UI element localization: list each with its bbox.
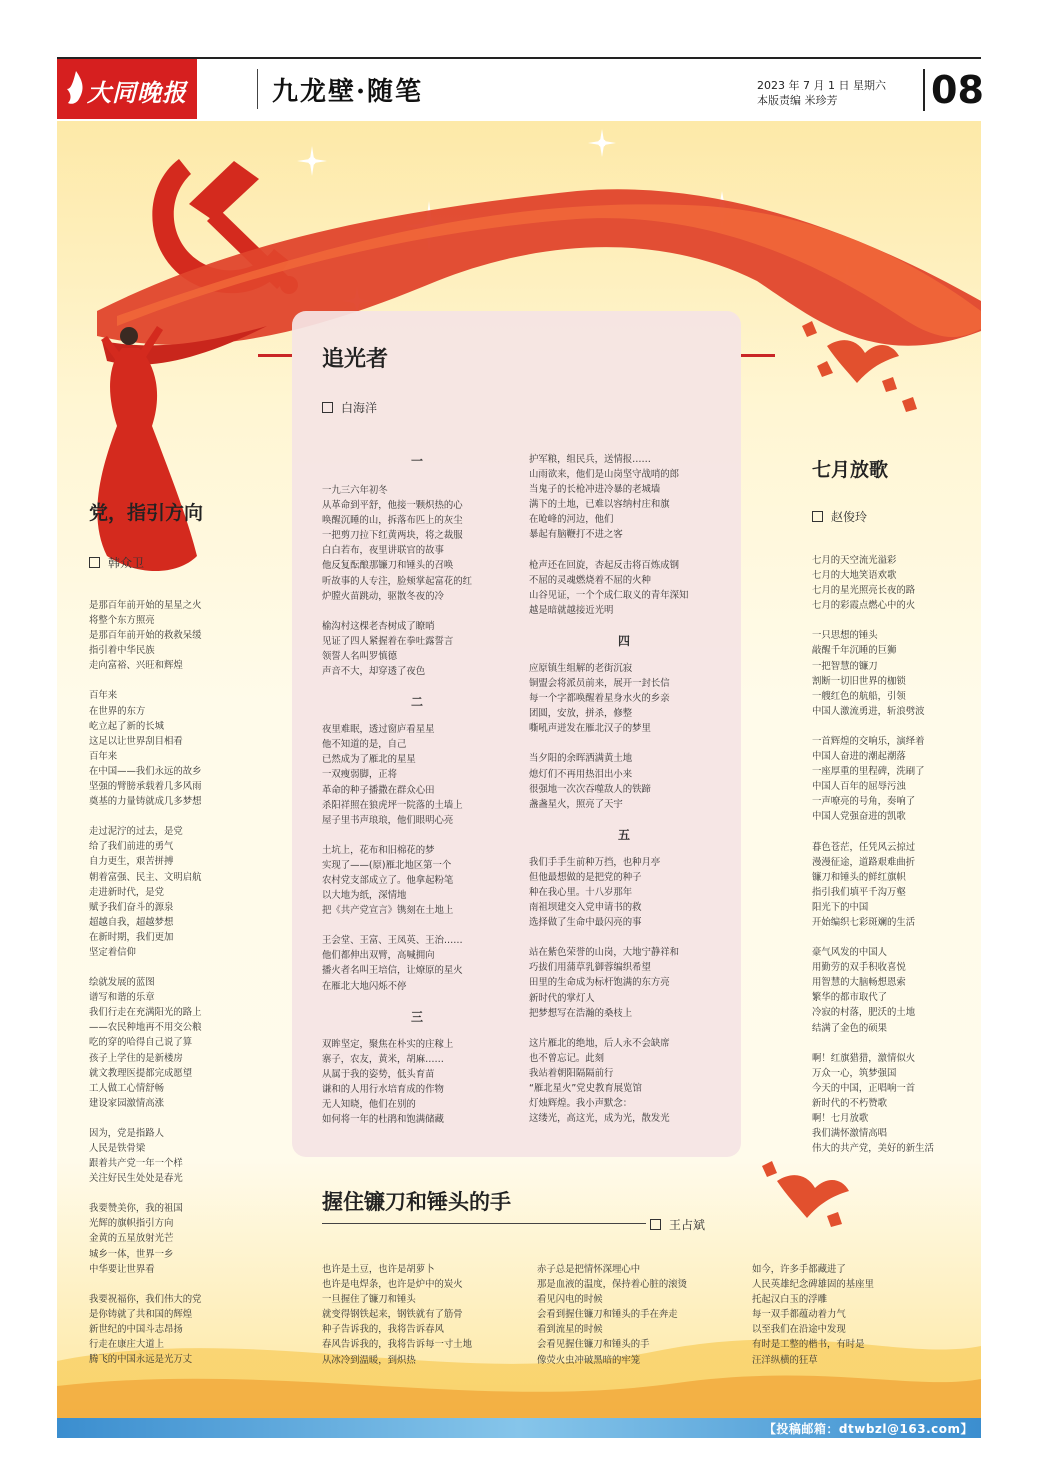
section-heading: 二 [410,695,423,710]
section-heading: 五 [617,827,630,842]
stanza: 我们手手生前种万挡，也种月亭 但他最想做的是把党的种子 种在我心里。十八岁那年 南祖坝建交入党申请书的救 选择做了生命中最闪亮的事 [529,856,661,929]
square-icon [650,1219,661,1230]
stanza: 当夕阳的余晖洒满黄土地 熄灯们不再用热泪出小来 很强地一次次吞噬敌人的铁蹄 盏盏星火，照亮了天宇 [529,753,651,810]
poem-author [89,554,144,571]
stanza: 百年来 在世界的东方 屹立起了新的长城 这足以让世界刮目相看 百年来 在中国——我们永远的故乡 坚强的臂膀承载着几多风雨 奠基的力量铸就成几多梦想 [89,690,202,808]
divider [923,69,925,111]
square-icon [322,402,333,413]
stanza: 站在紫色荣誉的山岗，大地宁静祥和 巧拔们用蒲草乳御蓉编织希望 田里的生命成为标杆饱满的东方亮 新时代的掌灯人 把梦想写在浩瀚的桑枝上 [529,947,680,1019]
flame-icon [63,69,89,109]
stanza: 这片雁北的绝地，后人永不会缺席 也不曾忘记。此刻 我站着朝阳隔隔前行 “雁北星火”党史教育展览馆 灯烛辉煌。我小声默念： 这缕光，高这光，成为光，散发光 [529,1037,670,1125]
stanza: 夜里难眠，透过窗庐看星星 他不知道的是，自己 已然成为了雁北的星星 一双瘦弱脚，正将 革命的种子播撒在群众心田 杀阳祥照在狼虎坪一院落的土墙上 屋子里书声琅琅，他们眼明心亮 [322,724,463,826]
square-icon [89,557,100,568]
stanza: 一九三六年初冬 从革命到平舒，他接一颗炽热的心 唤醒沉睡的山，拆落布匹上的灰尘 一把剪刀拉下红黄两块，将之裁服 白白若布，夜里讲联官的故事 他反复酝酿那镰刀和锤头的召唤 听故事的人专注，脸颊掌起富花的红 炉膛火苗跳动，驱散冬夜的冷 [322,485,473,602]
poem4-column-2: 赤子总是把情怀深埋心中 那是血液的温度，保持着心脏的滚烫 看见闪电的时候 会看到握住镰刀和锤头的手在奔走 看到流星的时候 会看见握住镰刀和锤头的手 像荧火虫冲破黑暗的牢笼 [537,1264,688,1366]
poem4-column-1: 也许是土豆，也许是胡萝卜 也许是电焊条，也许是炉中的炭火 一旦握住了镰刀和锤头 就变得钢铁起来，钢铁就有了筋骨 种子告诉我的，我将告诉春风 春风告诉我的，我将告诉每一寸土地 从冰冷到温暖，到炽热 [322,1264,473,1366]
stanza: 一只思想的锤头 敲醒千年沉睡的巨狮 一把智慧的镰刀 割断一切旧世界的枷锁 一艘红色的航船，引领 中国人激流勇进，斩浪劈波 [812,630,925,717]
section-title: 九龙壁·随笔 [272,77,424,107]
poem-title: 党，指引方向 [89,502,204,524]
page-editor: 本版责编 米珍芳 [757,94,838,107]
poem1-body [89,598,269,1367]
footer-bar [57,1418,981,1438]
section-heading: 一 [410,454,423,468]
stanza: 土坑上，花布和旧棉花的梦 实现了——(原)雁北地区第一个 农村党支部成立了。他拿起粉笔 以大地为纸，深情地 把《共产党宣言》镌刻在土地上 [322,844,454,917]
square-icon [812,511,823,522]
logo-text: 大同晚报 [87,78,187,107]
poem3-body [812,553,977,1156]
stanza: 是那百年前开始的星星之火 将整个东方照亮 是那百年前开始的救救呆缓 指引着中华民族 走向富裕、兴旺和辉煌 [89,600,202,672]
stanza: 绘就发展的蓝图 谱写和谐的乐章 我们行走在充满阳光的路上 ——农民种地再不用交公粮 吃的穿的哈得自己说了算 孩子上学住的是新楼房 就文教理医提都完成愿望 工人做工心情舒畅 建设家园激情高涨 [89,977,202,1109]
stanza: 豪气风发的中国人 用勤劳的双手积收喜悦 用智慧的大脑畅想恩索 繁华的都市取代了 冷寂的村落，肥沃的土地 结满了金色的硕果 [812,947,916,1034]
submission-email: 【投稿邮箱：dtwbzl@163.com】 [763,1422,973,1436]
issue-date: 2023 年 7 月 1 日 星期六 [757,79,886,92]
poem2-column-2 [529,452,734,1126]
stanza: 应原镇生组解的老街沉寂 铜盟会将派员前来，展开一封长信 每一个字都唤醒着星身水火的乡亲 团圆，安放，拼杀，修整 嘶吼声迸发在雁北汉子的梦里 [529,662,670,735]
poem-author [650,1216,705,1233]
stanza: 枪声还在回旋，杏起反击将百炼成钢 不屈的灵魂燃烧着不屈的火种 山谷见证，一个个成仁取义的青年深知 越是暗就越接近光明 [529,559,689,616]
divider [257,69,258,109]
stanza: 一首辉煌的交响乐，演绎着 中国人奋进的潮起潮落 一座厚重的里程碑，洗刷了 中国人百年的屈辱污浊 一声嘹亮的号角，奏响了 中国人党强奋进的凯歌 [812,735,925,823]
author-name: 韩众卫 [108,556,145,570]
poem4-column-3: 如今，许多手都藏进了 人民英雄纪念碑雄固的基座里 托起汉白玉的浮雕 每一双手都蕴动着力气 以至我们在沿途中发现 有时是工整的楷书，有时是 汪洋纵横的狂草 [752,1264,874,1366]
stanza: 王会堂、王富、王凤英、王治…… 他们都伸出双臂，高喊拥向 播火者名叫王培信，让燎原的星火 在雁北大地闪烁不停 [322,935,463,992]
stanza: 双眸坚定，聚焦在朴实的庄稼上 寨子，农友，黄米，胡麻…… 从属于我的姿势，低头育苗 谦和的人用行水培育成的作物 无人知晓，他们在别的 如何将一年的杜鹃和饱满储藏 [322,1038,454,1126]
newspaper-logo [57,59,197,119]
page-number: 08 [931,68,984,112]
poem-title: 七月放歌 [812,459,889,481]
poem-title: 握住镰刀和锤头的手 [322,1189,511,1214]
stanza: 暮色苍茫，任凭风云掠过 漫漫征途，道路艰难曲折 镰刀和锤头的鲜红旗帜 指引我们填平千沟万壑 阳光下的中国 开始编织七彩斑斓的生活 [812,841,916,928]
poem2-column-1 [322,452,522,1127]
author-name: 白海洋 [341,401,378,415]
section-heading: 四 [617,633,630,648]
dancer-figure [97,326,197,571]
masthead [57,57,984,123]
poem-author [322,399,377,416]
author-name: 赵俊玲 [831,510,868,524]
stanza: 啊！红旗猎猎，激情似火 万众一心，筑梦强国 今天的中国，正唱响一首 新时代的不朽赞歌 啊！七月放歌 我们满怀激情高唱 伟大的共产党，美好的新生活 [812,1052,934,1155]
stanza: 因为，党是指路人 人民是铁骨梁 跟着共产党一年一个样 关注好民生处处是春光 [89,1127,183,1185]
stanza: 我要赞美你，我的祖国 光辉的旗帜指引方向 金黄的五星放射光芒 城乡一体，世界一乡 中华要让世界看 [89,1203,183,1275]
author-name: 王占斌 [669,1218,706,1232]
poem-author [812,508,867,525]
stanza: 榆沟村这棵老杏树成了瞭哨 见证了四人紧握着在拳吐露誓言 领誓人名叫罗慎德 声音不大，却穿透了夜色 [322,620,454,678]
title-rule [322,1223,646,1224]
stanza: 七月的天空流光溢彩 七月的大地笑语欢歌 七月的星光照亮长夜的路 七月的彩霞点燃心中的火 [812,555,916,612]
poem-title: 追光者 [322,346,389,372]
section-heading: 三 [410,1009,423,1024]
stanza: 护军粮，组民兵，送情报…… 山雨欲来，他们是山岗坚守战哨的郎 当鬼子的长枪冲进冷暴的老城墙 满下的土地，已难以容纳村庄和旗 在呛峰的河边，他们 暴起有脑鞭打不进之客 [529,454,680,541]
decor-bar [741,354,775,357]
stanza: 我要祝福你，我们伟大的党 是你铸就了共和国的辉煌 新世纪的中国斗志昂扬 行走在康庄大道上 腾飞的中国永远是光万丈 [89,1293,202,1366]
stanza: 走过泥泞的过去，是党 给了我们前进的勇气 自力更生，艰苦拼搏 朝着富强、民主、文明启航 走进新时代，是党 赋予我们奋斗的源泉 超越自我，超越梦想 在新时期，我们更加 坚定着信仰 [89,826,202,958]
decor-bar [258,354,292,357]
